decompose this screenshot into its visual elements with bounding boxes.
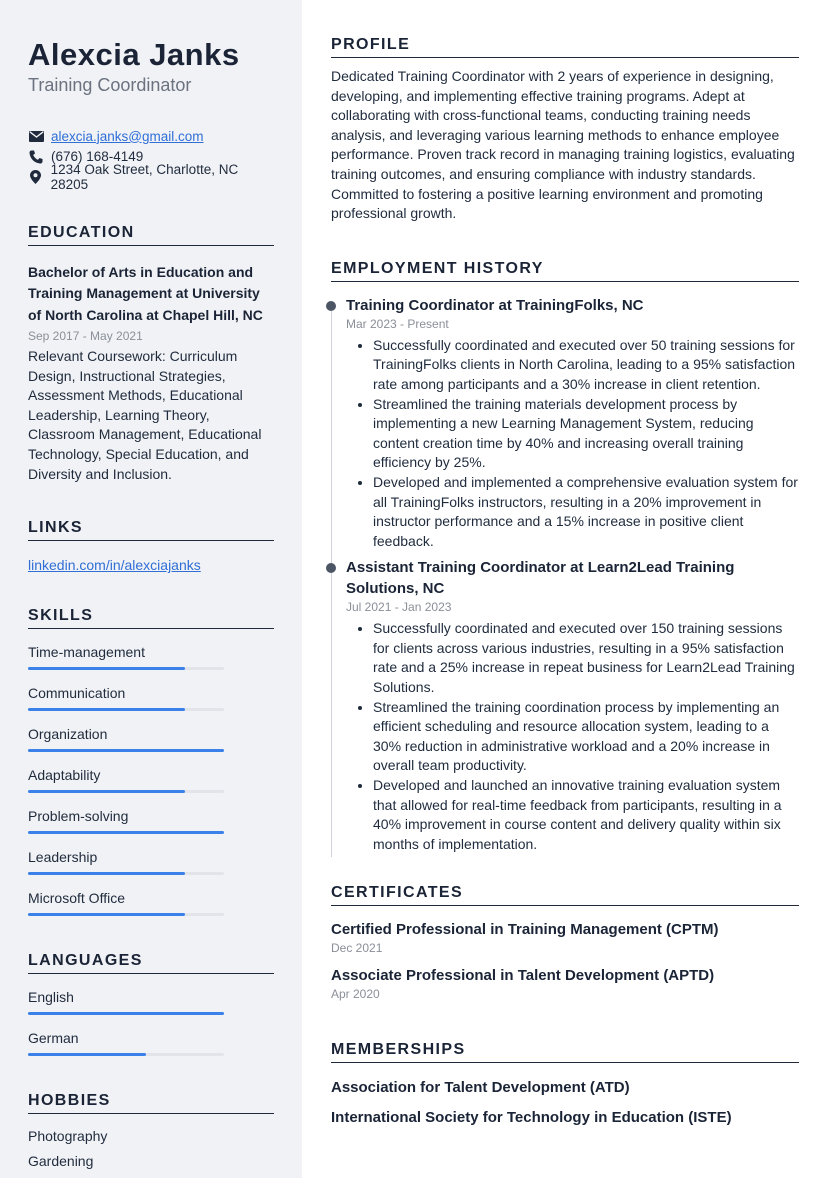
skill-item [28, 684, 274, 711]
skill-level-bar [28, 708, 185, 711]
certificate-date: Dec 2021 [331, 941, 383, 956]
skills-section [28, 607, 274, 916]
map-pin-icon [28, 170, 44, 184]
hobbies-heading: HOBBIES [28, 1092, 274, 1114]
memberships-heading: MEMBERSHIPS [331, 1041, 799, 1063]
job-bullets [346, 336, 799, 552]
contact-email [28, 126, 274, 147]
language-level-bar [28, 1012, 224, 1015]
education-description: Relevant Coursework: Curriculum Design, Instructional Strategies, Assessment Methods, Educational Leadership, Learning Theory, Classroom Management, Educational Technology, Special Education, and Diversity and Inclusion. [28, 348, 262, 482]
certificate-title: Certified Professional in Training Management (CPTM) [331, 921, 719, 939]
job-bullet: • Developed and launched an innovative training evaluation system that allowed for real-time feedback from participants, resulting in a 40% improvement in course content and delivery quality within six months of implementation. [373, 776, 799, 854]
skill-level-track [28, 790, 224, 793]
job-dates: Jul 2021 - Jan 2023 [346, 600, 452, 615]
skill-level-bar [28, 749, 224, 752]
certificates-section [331, 884, 799, 1003]
job-title: Assistant Training Coordinator at Learn2Lead Training Solutions, NC [346, 559, 735, 598]
certificate-item [331, 920, 799, 957]
skill-level-track [28, 913, 224, 916]
skills-heading: SKILLS [28, 607, 274, 629]
skill-item [28, 889, 274, 916]
links-section [28, 519, 274, 573]
employment-timeline [331, 295, 799, 855]
skill-level-track [28, 749, 224, 752]
skill-item [28, 807, 274, 834]
envelope-icon [28, 129, 44, 143]
skill-level-bar [28, 667, 185, 670]
skill-item [28, 766, 274, 793]
linkedin-link[interactable]: linkedin.com/in/alexciajanks [28, 557, 201, 574]
phone-icon [28, 150, 44, 164]
skill-name: Leadership [28, 849, 98, 866]
language-name: German [28, 1030, 79, 1047]
hobby-item: Gardening [28, 1152, 94, 1169]
contact-address [28, 162, 274, 193]
skill-name: Microsoft Office [28, 890, 125, 907]
job-title: Training Coordinator at TrainingFolks, NC [346, 296, 644, 314]
languages-heading: LANGUAGES [28, 952, 274, 974]
job-bullet: • Developed and implemented a comprehensive evaluation system for all TrainingFolks instructors, resulting in a 20% improvement in instructor performance and a 15% increase in positive client feedback. [373, 473, 799, 551]
language-level-track [28, 1053, 224, 1056]
candidate-name: Alexcia Janks [28, 37, 240, 72]
job-entry [331, 557, 799, 854]
skill-level-bar [28, 790, 185, 793]
job-bullet: • Streamlined the training coordination process by implementing an efficient scheduling and resource allocation system, leading to a 30% reduction in administrative workload and a 20% increase in overall team productivity. [373, 698, 799, 776]
contact-block [28, 126, 274, 193]
certificate-title: Associate Professional in Talent Development (APTD) [331, 967, 715, 985]
certificates-heading: CERTIFICATES [331, 884, 799, 906]
links-heading: LINKS [28, 519, 274, 541]
sidebar [0, 0, 302, 1178]
candidate-title: Training Coordinator [28, 75, 192, 95]
employment-heading: EMPLOYMENT HISTORY [331, 260, 799, 282]
skill-level-track [28, 831, 224, 834]
timeline-dot [326, 563, 336, 573]
skill-level-track [28, 667, 224, 670]
certificate-item [331, 966, 799, 1003]
membership-item: Association for Talent Development (ATD) [331, 1079, 630, 1097]
employment-section [331, 260, 799, 855]
job-bullet: • Successfully coordinated and executed over 150 training sessions for clients across various industries, resulting in a 95% satisfaction rate and a 25% increase in repeat business for Learn2Lead Training Solutions. [373, 619, 799, 697]
skill-item [28, 848, 274, 875]
membership-item: International Society for Technology in Education (ISTE) [331, 1108, 732, 1126]
phone-number: (676) 168-4149 [51, 149, 144, 165]
skill-level-bar [28, 872, 185, 875]
certificate-date: Apr 2020 [331, 987, 380, 1002]
language-item [28, 988, 274, 1015]
email-link[interactable]: alexcia.janks@gmail.com [51, 128, 204, 144]
language-level-track [28, 1012, 224, 1015]
skill-level-bar [28, 831, 224, 834]
memberships-section [331, 1041, 799, 1132]
skill-level-bar [28, 913, 185, 916]
education-degree: Bachelor of Arts in Education and Training Management at University of North Carolina at Chapel Hill, NC [28, 263, 263, 323]
hobbies-section [28, 1092, 274, 1173]
profile-section [331, 36, 799, 224]
skill-name: Organization [28, 726, 108, 743]
languages-section [28, 952, 274, 1056]
address-text: 1234 Oak Street, Charlotte, NC 28205 [50, 162, 239, 193]
skill-level-track [28, 872, 224, 875]
skill-name: Time-management [28, 644, 145, 661]
education-section [28, 224, 274, 485]
language-name: English [28, 989, 74, 1006]
job-bullet: • Successfully coordinated and executed over 50 training sessions for TrainingFolks clients in North Carolina, leading to a 95% satisfaction rate among participants and a 30% increase in client retention. [373, 336, 799, 395]
profile-text: Dedicated Training Coordinator with 2 years of experience in designing, developing, and implementing effective training programs. Adept at collaborating with cross-functional teams, conducting training needs analysis, and leveraging various learning methods to enhance employee performance. Proven track record in managing training logistics, evaluating training outcomes, and ensuring compliance with industry standards. Committed to fostering a positive learning environment and promoting professional growth. [331, 68, 795, 222]
job-bullets [346, 619, 799, 854]
education-heading: EDUCATION [28, 224, 274, 246]
education-dates: Sep 2017 - May 2021 [28, 329, 143, 343]
skill-name: Adaptability [28, 767, 101, 784]
profile-heading: PROFILE [331, 36, 799, 58]
timeline-dot [326, 301, 336, 311]
job-dates: Mar 2023 - Present [346, 316, 449, 331]
skill-item [28, 643, 274, 670]
job-bullet: • Streamlined the training materials development process by implementing a new Learning Management System, reducing content creation time by 40% and increasing overall training efficiency by 25%. [373, 395, 799, 473]
skill-level-track [28, 708, 224, 711]
job-entry [331, 295, 799, 552]
skill-name: Communication [28, 685, 126, 702]
main-content [331, 0, 799, 1132]
hobby-item: Photography [28, 1128, 108, 1145]
language-item [28, 1029, 274, 1056]
skill-name: Problem-solving [28, 808, 129, 825]
language-level-bar [28, 1053, 146, 1056]
skill-item [28, 725, 274, 752]
